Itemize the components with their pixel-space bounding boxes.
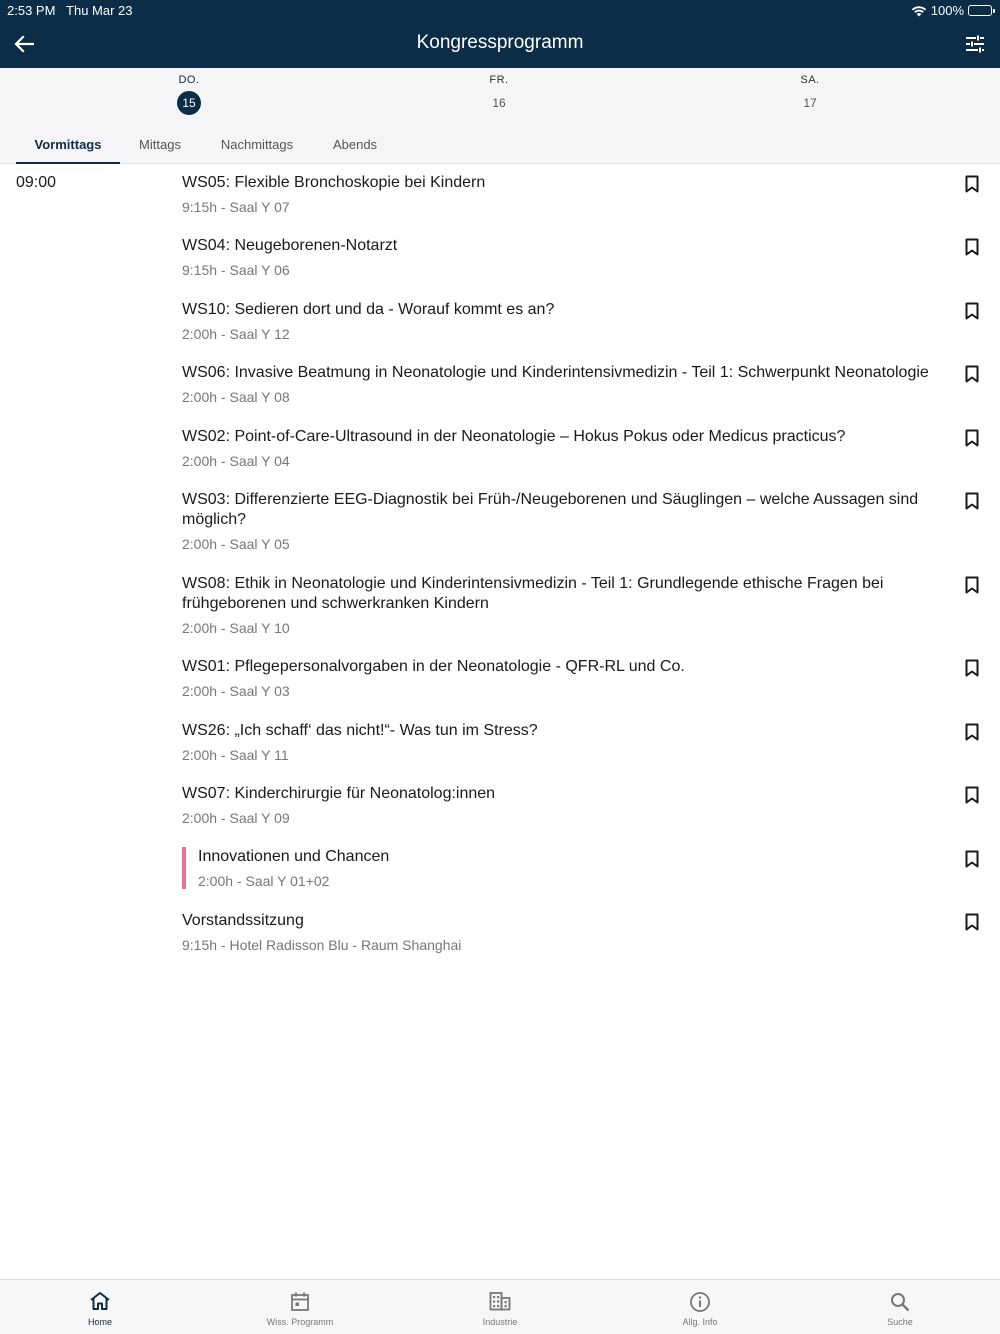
bookmark-button[interactable] [962,574,982,596]
session-title: WS03: Differenzierte EEG-Diagnostik bei Früh-/Neugeborenen und Säuglingen – welche Aussagen sind möglich? [182,491,919,528]
bookmark-icon [965,175,979,193]
session-item[interactable] [182,721,942,763]
day-thursday[interactable] [149,74,229,115]
session-title: Vorstandssitzung [182,912,304,929]
bookmark-button[interactable] [962,363,982,385]
day-number: 15 [177,91,201,115]
sliders-icon [965,35,985,53]
session-title: WS02: Point-of-Care-Ultrasound in der Neonatologie – Hokus Pokus oder Medicus practicus? [182,428,846,445]
building-icon [489,1291,511,1311]
session-meta: 2:00h - Saal Y 05 [182,536,290,552]
session-item[interactable] [182,911,942,953]
page-title: Kongressprogramm [416,32,584,53]
session-title: WS01: Pflegepersonalvorgaben in der Neonatologie - QFR-RL und Co. [182,658,685,675]
session-meta: 9:15h - Saal Y 07 [182,199,290,215]
wifi-icon [911,5,927,17]
bookmark-button[interactable] [962,490,982,512]
bookmark-icon [965,850,979,868]
bookmark-icon [965,786,979,804]
bookmark-button[interactable] [962,427,982,449]
session-meta: 2:00h - Saal Y 01+02 [198,873,330,889]
bookmark-icon [965,659,979,677]
session-title: WS07: Kinderchirurgie für Neonatolog:innen [182,785,496,802]
bookmark-icon [965,238,979,256]
session-item[interactable] [182,173,942,215]
bookmark-button[interactable] [962,657,982,679]
day-selector [0,68,1000,120]
bookmark-icon [965,723,979,741]
bookmark-button[interactable] [962,173,982,195]
day-number: 16 [492,96,506,110]
bookmark-icon [965,576,979,594]
search-icon [889,1291,911,1313]
app-header [0,0,1000,68]
bottom-navigation [0,1279,1000,1334]
bookmark-button[interactable] [962,300,982,322]
session-item[interactable] [182,236,942,278]
status-clock: 2:53 PM [7,3,56,18]
bookmark-button[interactable] [962,784,982,806]
tab-abends[interactable]: Abends [332,137,378,152]
session-item[interactable] [182,784,942,826]
battery-percent: 100% [930,3,964,18]
home-icon [89,1291,111,1311]
nav-label: Home [87,1317,112,1327]
session-meta: 2:00h - Saal Y 11 [182,747,289,763]
day-friday[interactable] [459,74,539,115]
session-title: WS08: Ethik in Neonatologie und Kinderintensivmedizin - Teil 1: Grundlegende ethische Fragen bei frühgeborenen und schwerkranken Kindern [182,575,884,612]
bookmark-icon [965,302,979,320]
session-meta: 2:00h - Saal Y 03 [182,683,290,699]
session-item[interactable] [182,657,942,699]
session-item-highlighted[interactable] [182,847,942,889]
session-meta: 2:00h - Saal Y 10 [182,620,290,636]
day-name: DO. [178,74,200,86]
tab-mittags[interactable]: Mittags [139,137,181,152]
day-name: FR. [489,74,509,86]
session-item[interactable] [182,363,942,405]
bookmark-icon [965,365,979,383]
session-title: Innovationen und Chancen [198,848,390,865]
day-number: 17 [803,96,817,110]
bookmark-button[interactable] [962,236,982,258]
session-meta: 2:00h - Saal Y 04 [182,453,290,469]
session-meta: 2:00h - Saal Y 08 [182,389,290,405]
nav-label: Wiss. Programm [266,1317,334,1327]
calendar-icon [290,1291,310,1312]
session-title: WS04: Neugeborenen-Notarzt [182,237,398,254]
nav-home[interactable] [40,1280,160,1334]
time-slot-label: 09:00 [16,174,57,191]
tab-vormittags[interactable]: Vormittags [16,120,120,164]
nav-label: Allg. Info [682,1317,718,1327]
session-meta: 2:00h - Saal Y 12 [182,326,290,342]
session-item[interactable] [182,490,942,552]
filter-button[interactable] [962,31,988,57]
nav-industrie[interactable] [440,1280,560,1334]
nav-label: Suche [887,1317,913,1327]
session-item[interactable] [182,574,942,636]
tab-nachmittags[interactable]: Nachmittags [220,137,294,152]
bookmark-button[interactable] [962,848,982,870]
session-title: WS05: Flexible Bronchoskopie bei Kindern [182,174,486,191]
info-icon [689,1291,711,1313]
session-meta: 9:15h - Hotel Radisson Blu - Raum Shanghai [182,937,462,953]
nav-label: Industrie [482,1317,518,1327]
nav-wiss-programm[interactable] [240,1280,360,1334]
nav-suche[interactable] [840,1280,960,1334]
time-of-day-tabs [0,120,1000,164]
session-title: WS26: „Ich schaff‘ das nicht!“- Was tun im Stress? [182,722,538,739]
bookmark-icon [965,492,979,510]
battery-icon [968,5,992,16]
bookmark-button[interactable] [962,911,982,933]
nav-allg-info[interactable] [640,1280,760,1334]
session-title: WS06: Invasive Beatmung in Neonatologie und Kinderintensivmedizin - Teil 1: Schwerpunkt Neonatologie [182,364,929,381]
bookmark-icon [965,429,979,447]
status-time [7,3,133,18]
session-meta: 2:00h - Saal Y 09 [182,810,290,826]
session-title: WS10: Sedieren dort und da - Worauf kommt es an? [182,301,555,318]
session-item[interactable] [182,300,942,342]
status-date: Thu Mar 23 [66,3,133,18]
bookmark-icon [965,913,979,931]
day-name: SA. [800,74,820,86]
status-indicators [911,3,992,18]
session-meta: 9:15h - Saal Y 06 [182,262,290,278]
day-saturday[interactable] [770,74,850,115]
session-item[interactable] [182,427,942,469]
bookmark-button[interactable] [962,721,982,743]
